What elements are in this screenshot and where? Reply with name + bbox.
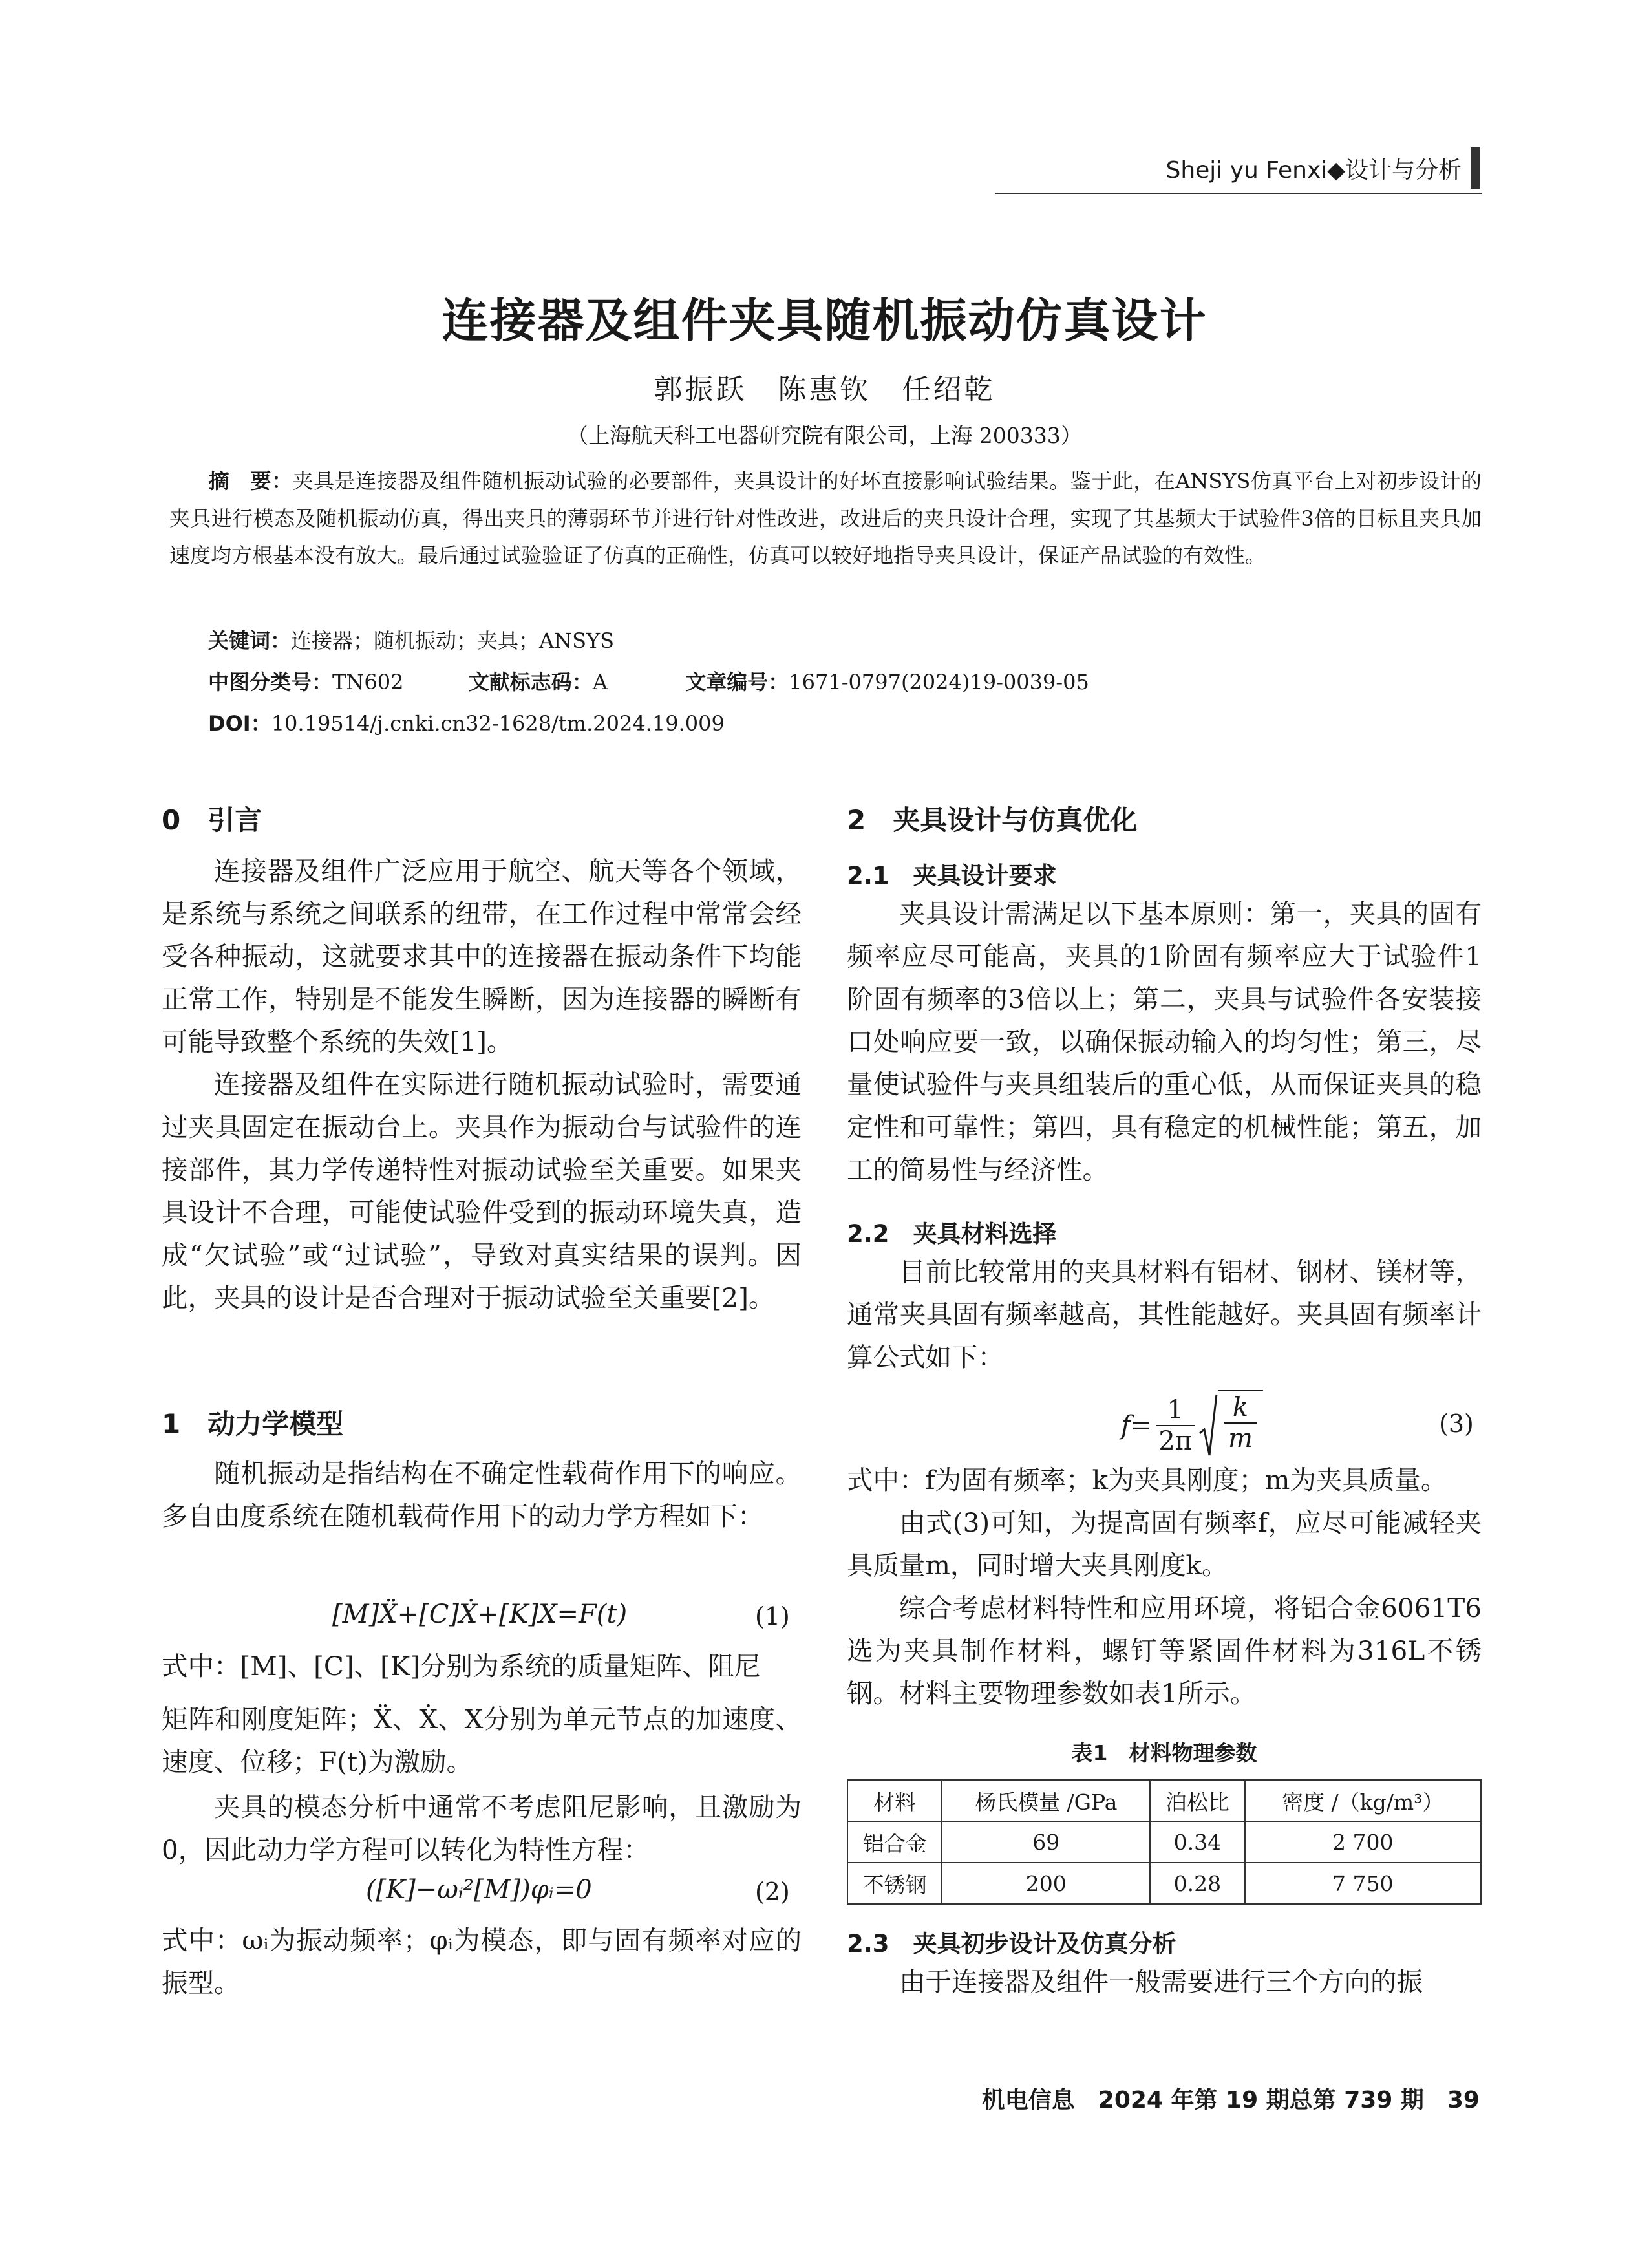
table-1-caption: 表1 材料物理参数: [1071, 1740, 1257, 1766]
article-authors: 郭振跃 陈惠钦 任绍乾: [654, 373, 995, 406]
table-row: [847, 1821, 1481, 1863]
article-affiliation: （上海航天科工电器研究院有限公司，上海 200333）: [567, 423, 1082, 448]
header-rule: [995, 193, 1482, 194]
paragraph: 随机振动是指结构在不确定性载荷作用下的响应。多自由度系统在随机载荷作用下的动力学方程如下：: [162, 1458, 802, 1532]
table-cell: 不锈钢: [847, 1863, 942, 1904]
doi-label: DOI：: [208, 711, 271, 736]
section-2-2-heading: 2.2 夹具材料选择: [847, 1220, 1057, 1248]
paragraph: 连接器及组件在实际进行随机振动试验时，需要通过夹具固定在振动台上。夹具作为振动台与试验件的连接部件，其力学传递特性对振动试验至关重要。如果夹具设计不合理，可能使试验件受到的振动环境失真，造成“欠试验”或“过试验”，导致对真实结果的误判。因此，夹具的设计是否合理对于振动试验至关重要[2]。: [162, 1069, 802, 1313]
article-title: 连接器及组件夹具随机振动仿真设计: [442, 293, 1207, 348]
column-header: 泊松比: [1150, 1780, 1244, 1821]
paragraph: 连接器及组件广泛应用于航空、航天等各个领域，是系统与系统之间联系的纽带，在工作过程中常常会经受各种振动，这就要求其中的连接器在振动条件下均能正常工作，特别是不能发生瞬断，因为连接器的瞬断有可能导致整个系统的失效[1]。: [162, 855, 802, 1057]
table-cell: 0.34: [1150, 1821, 1244, 1863]
section-2-heading: 2 夹具设计与仿真优化: [847, 804, 1138, 836]
doc-code-label: 文献标志码：: [468, 670, 593, 694]
equation-1: [M]Ẍ+[C]Ẋ+[K]X=F(t): [332, 1599, 628, 1629]
equation-2: ([K]−ωᵢ²[M])φᵢ=0: [366, 1875, 592, 1905]
keywords-label: 关键词：: [208, 628, 292, 653]
column-header: 杨氏模量 /GPa: [942, 1780, 1150, 1821]
section-1-intro: [162, 1452, 802, 1537]
table-cell: 200: [942, 1863, 1150, 1904]
table-row: [847, 1863, 1481, 1904]
column-label: Sheji yu Fenxi◆设计与分析: [1165, 156, 1462, 184]
equation-2-number: (2): [755, 1878, 790, 1906]
table-cell: 69: [942, 1821, 1150, 1863]
section-2-2-intro: [847, 1250, 1482, 1378]
sqrt-sign-icon: [1198, 1393, 1218, 1458]
keywords: 连接器；随机振动；夹具；ANSYS: [291, 628, 615, 653]
clc-value: TN602: [332, 670, 404, 694]
section-2-3-body: [847, 1960, 1482, 2003]
page-footer: 机电信息 2024 年第 19 期总第 739 期 39: [981, 2087, 1480, 2113]
header-bar: [1471, 147, 1480, 189]
abstract: [169, 463, 1482, 575]
doi-value: 10.19514/j.cnki.cn32-1628/tm.2024.19.009: [271, 711, 725, 736]
equation-3-numerator: 1: [1167, 1395, 1184, 1425]
doc-code-value: A: [592, 670, 608, 694]
column-header: 密度 /（kg/m³）: [1245, 1780, 1481, 1821]
equation-3-denominator: 2π: [1156, 1425, 1195, 1456]
section-2-3-heading: 2.3 夹具初步设计及仿真分析: [847, 1930, 1176, 1958]
equation-1-desc-line1: 式中：[M]、[C]、[K]分别为系统的质量矩阵、阻尼: [162, 1651, 761, 1682]
section-2-2-body: [847, 1501, 1482, 1715]
article-no-value: 1671-0797(2024)19-0039-05: [789, 670, 1089, 694]
equation-1-desc-rest: 矩阵和刚度矩阵；Ẍ、Ẋ、X分别为单元节点的加速度、速度、位移；F(t)为激励。: [162, 1704, 802, 1777]
table-cell: 7 750: [1245, 1863, 1481, 1904]
section-1-body: [162, 1786, 802, 1871]
paragraph: 夹具的模态分析中通常不考虑阻尼影响，且激励为0，因此动力学方程可以转化为特性方程：: [162, 1792, 802, 1865]
section-1-heading: 1 动力学模型: [162, 1408, 344, 1440]
table-cell: 0.28: [1150, 1863, 1244, 1904]
paragraph: 综合考虑材料特性和应用环境，将铝合金6061T6选为夹具制作材料，螺钉等紧固件材料为316L不锈钢。材料主要物理参数如表1所示。: [847, 1592, 1482, 1709]
equation-3-number: (3): [1439, 1409, 1474, 1438]
paragraph: 由式(3)可知，为提高固有频率f，应尽可能减轻夹具质量m，同时增大夹具刚度k。: [847, 1507, 1482, 1581]
equation-3-radicand: [1218, 1390, 1263, 1453]
abstract-label: 摘 要：: [208, 469, 293, 493]
equation-3-desc: 式中：f为固有频率；k为夹具刚度；m为夹具质量。: [847, 1464, 1447, 1495]
section-0-heading: 0 引言: [162, 804, 262, 836]
table-header-row: [847, 1780, 1481, 1821]
abstract-text: 夹具是连接器及组件随机振动试验的必要部件，夹具设计的好坏直接影响试验结果。鉴于此，在ANSYS仿真平台上对初步设计的夹具进行模态及随机振动仿真，得出夹具的薄弱环节并进行针对性改进，改进后的夹具设计合理，实现了其基频大于试验件3倍的目标且夹具加速度均方根基本没有放大。最后通过试验验证了仿真的正确性，仿真可以较好地指导夹具设计，保证产品试验的有效性。: [169, 469, 1482, 568]
article-no-label: 文章编号：: [685, 670, 789, 694]
running-header: [1165, 147, 1480, 189]
classification-line: [208, 666, 1089, 696]
table-cell: 2 700: [1245, 1821, 1481, 1863]
equation-3-lhs: f=: [1121, 1411, 1153, 1440]
equation-3: [1121, 1390, 1263, 1461]
equation-3-fraction: [1156, 1395, 1195, 1456]
equation-1-number: (1): [755, 1602, 790, 1631]
section-0-body: [162, 850, 802, 1319]
paragraph: 夹具设计需满足以下基本原则：第一，夹具的固有频率应尽可能高，夹具的1阶固有频率应大于试验件1阶固有频率的3倍以上；第二，夹具与试验件各安装接口处响应要一致，以确保振动输入的均匀性；第三，尽量使试验件与夹具组装后的重心低，从而保证夹具的稳定性和可靠性；第四，具有稳定的机械性能；第五，加工的简易性与经济性。: [847, 898, 1482, 1185]
equation-2-desc: 式中：ωᵢ为振动频率；φᵢ为模态，即与固有频率对应的振型。: [162, 1925, 802, 1998]
equation-3-radicand-den: m: [1224, 1422, 1257, 1453]
section-2-1-body: [847, 892, 1482, 1191]
keywords-line: [208, 625, 614, 654]
doi-line: [208, 707, 725, 737]
material-properties-table: [847, 1779, 1482, 1905]
paragraph: 目前比较常用的夹具材料有铝材、钢材、镁材等，通常夹具固有频率越高，其性能越好。夹具固有频率计算公式如下：: [847, 1256, 1482, 1373]
table-cell: 铝合金: [847, 1821, 942, 1863]
paragraph: 由于连接器及组件一般需要进行三个方向的振: [899, 1966, 1423, 1997]
equation-3-radicand-num: k: [1232, 1393, 1249, 1422]
section-2-1-heading: 2.1 夹具设计要求: [847, 862, 1057, 890]
clc-label: 中图分类号：: [208, 670, 333, 694]
column-header: 材料: [847, 1780, 942, 1821]
